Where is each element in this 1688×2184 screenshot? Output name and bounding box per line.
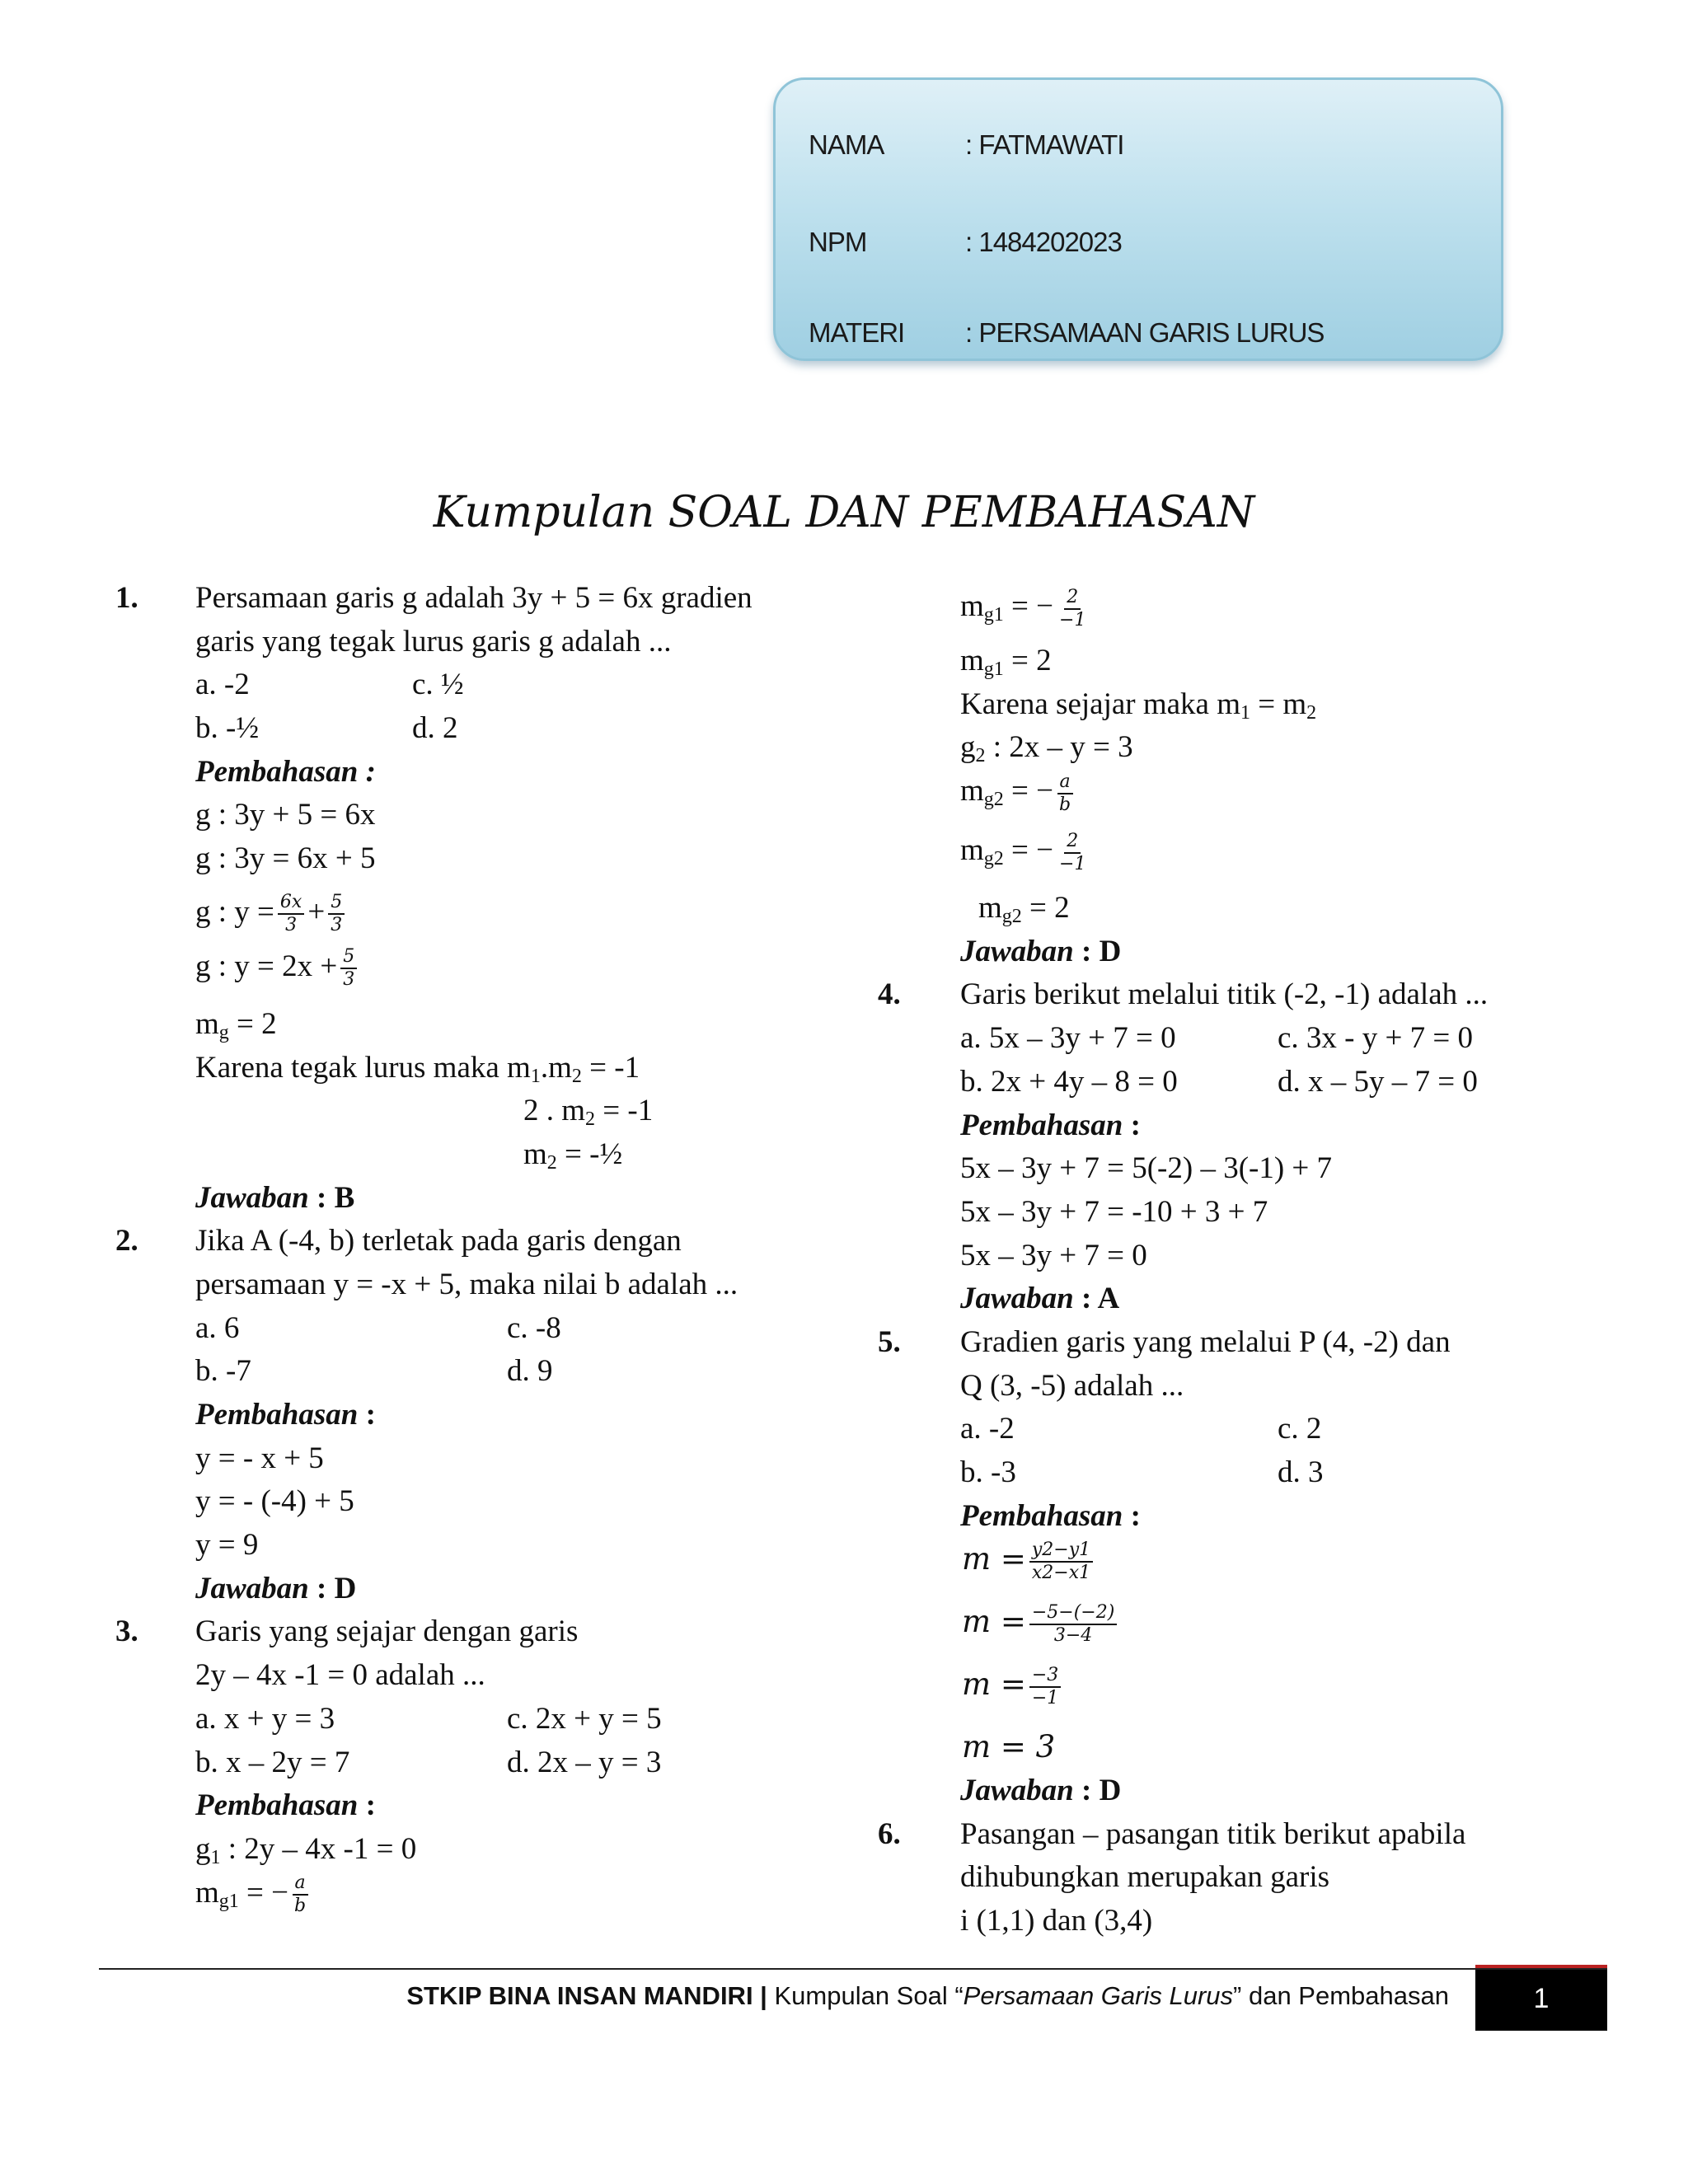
q3-option-c: c. 2x + y = 5 xyxy=(507,1701,662,1736)
name-row xyxy=(809,129,1123,161)
footer-divider xyxy=(99,1968,1607,1970)
q6-text-2: dihubungkan merupakan garis xyxy=(960,1860,1329,1895)
value: = 2 xyxy=(228,1006,277,1041)
denominator: −1 xyxy=(1059,853,1086,874)
q3-step-2-expr xyxy=(195,1872,312,1924)
numerator: −5−(−2) xyxy=(1029,1602,1117,1625)
denominator: −1 xyxy=(1059,609,1086,630)
q1-step-7 xyxy=(115,1090,808,1133)
jawaban-label: Jawaban xyxy=(960,934,1074,968)
q3-number: 3. xyxy=(115,1615,138,1649)
q2-step-2: y = - (-4) + 5 xyxy=(195,1484,354,1519)
denominator: b xyxy=(1059,794,1071,815)
text: 2 . m xyxy=(523,1094,586,1128)
q6-text-1: Pasangan – pasangan titik berikut apabila xyxy=(960,1816,1466,1851)
subscript: 1 xyxy=(210,1846,221,1868)
text: m xyxy=(978,891,1002,926)
q5-option-c: c. 2 xyxy=(1278,1412,1322,1446)
numerator: 5 xyxy=(328,892,345,915)
q4-option-b: b. 2x + 4y – 8 = 0 xyxy=(960,1064,1178,1099)
page-title: Kumpulan SOAL DAN PEMBAHASAN xyxy=(433,488,1255,537)
q2-answer xyxy=(195,1568,356,1611)
q3-cont-4 xyxy=(878,726,1545,770)
q1-step-3 xyxy=(115,881,808,945)
numerator: −3 xyxy=(1029,1665,1061,1688)
q2-line xyxy=(115,1220,808,1263)
text: m xyxy=(960,644,984,677)
q6-text-3: i (1,1) dan (3,4) xyxy=(960,1904,1153,1938)
jawaban-label: Jawaban xyxy=(960,1774,1074,1808)
q4-step-1: 5x – 3y + 7 = 5(-2) – 3(-1) + 7 xyxy=(960,1151,1333,1186)
jawaban-label: Jawaban xyxy=(960,1282,1074,1316)
q3-options-row xyxy=(115,1698,808,1741)
q1-options-row xyxy=(115,707,808,751)
subscript: 2 xyxy=(571,1065,582,1087)
q5-jawaban xyxy=(878,1769,1545,1813)
q3-step-2 xyxy=(115,1872,808,1915)
q1-step-4 xyxy=(115,945,808,1003)
q4-jawaban xyxy=(878,1277,1545,1321)
q3-option-d: d. 2x – y = 3 xyxy=(507,1745,662,1779)
q5-line xyxy=(878,1365,1545,1408)
subscript: 2 xyxy=(546,1151,557,1174)
q5-number: 5. xyxy=(878,1324,901,1359)
q2-option-b: b. -7 xyxy=(195,1354,251,1389)
subscript: g2 xyxy=(1001,906,1022,928)
q1-option-c: c. ½ xyxy=(412,668,464,702)
q2-jawaban xyxy=(115,1568,808,1611)
q5-step-3-expr xyxy=(962,1663,1064,1709)
value: = -½ xyxy=(556,1137,623,1171)
text: : 2y – 4x -1 = 0 xyxy=(220,1831,417,1866)
q2-step-3: y = 9 xyxy=(195,1528,259,1563)
text: = − xyxy=(1003,833,1054,868)
footer-separator: | xyxy=(753,1981,775,2010)
q4-number: 4. xyxy=(878,977,901,1012)
q3-text-1: Garis yang sejajar dengan garis xyxy=(195,1615,579,1649)
q1-step-1: g : 3y + 5 = 6x xyxy=(195,798,376,832)
q1-text-2: garis yang tegak lurus garis g adalah ... xyxy=(195,624,672,658)
q2-step-1: y = - x + 5 xyxy=(195,1441,324,1475)
q3-cont-5-expr xyxy=(960,770,1076,822)
subscript: g xyxy=(218,1021,229,1043)
q4-step xyxy=(878,1147,1545,1191)
q4-option-c: c. 3x - y + 7 = 0 xyxy=(1278,1021,1473,1056)
q1-step-2: g : 3y = 6x + 5 xyxy=(195,841,376,876)
text: = m xyxy=(1250,687,1307,721)
q1-step-3-expr xyxy=(195,891,348,937)
fraction xyxy=(1057,831,1088,875)
fraction xyxy=(1057,771,1073,816)
q4-option-d: d. x – 5y – 7 = 0 xyxy=(1278,1064,1478,1099)
q1-answer xyxy=(195,1177,354,1221)
q1-options-row xyxy=(115,663,808,707)
q3-option-b: b. x – 2y = 7 xyxy=(195,1745,350,1779)
q2-step xyxy=(115,1437,808,1481)
left-column xyxy=(115,577,808,1915)
q1-step-4-prefix: g : y = 2x + xyxy=(195,949,338,983)
q3-cont-3 xyxy=(878,683,1545,727)
q2-step xyxy=(115,1480,808,1524)
value: = 2 xyxy=(1003,644,1052,677)
subscript: 2 xyxy=(585,1108,596,1131)
q3-answer xyxy=(960,930,1121,974)
denominator: 3 xyxy=(331,915,343,936)
fraction xyxy=(340,946,357,991)
q4-options-row xyxy=(878,1017,1545,1061)
materi-value: : PERSAMAAN GARIS LURUS xyxy=(965,317,1325,348)
pembahasan: Pembahasan : xyxy=(195,1398,376,1432)
footer-post: ” dan Pembahasan xyxy=(1233,1981,1449,2010)
numerator: y2−y1 xyxy=(1029,1540,1093,1563)
q5-step-4 xyxy=(878,1726,1545,1769)
text: m xyxy=(523,1137,547,1171)
q5-answer xyxy=(960,1769,1121,1813)
q2-options-row xyxy=(115,1350,808,1394)
q4-text-1: Garis berikut melalui titik (-2, -1) adalah ... xyxy=(960,977,1489,1012)
text: m = xyxy=(962,1666,1026,1703)
q2-text-2: persamaan y = -x + 5, maka nilai b adalah ... xyxy=(195,1267,738,1301)
answer-value: : D xyxy=(308,1571,357,1605)
q3-cont-5 xyxy=(878,770,1545,829)
text: g xyxy=(960,730,976,765)
q3-line xyxy=(115,1610,808,1654)
answer-value: : A xyxy=(1073,1282,1120,1316)
q1-number: 1. xyxy=(115,581,138,615)
footer-text xyxy=(406,1981,1449,2011)
q3-option-a: a. x + y = 3 xyxy=(195,1701,335,1736)
subscript: 1 xyxy=(1240,701,1251,724)
numerator: a xyxy=(1057,771,1073,794)
q2-line xyxy=(115,1263,808,1307)
pembahasan-label: Pembahasan xyxy=(195,1398,359,1432)
plus-sign: + xyxy=(307,894,326,929)
denominator: 3 xyxy=(343,969,355,991)
q1-option-d: d. 2 xyxy=(412,711,458,746)
pembahasan: Pembahasan : xyxy=(960,1498,1141,1533)
q3-text-2: 2y – 4x -1 = 0 adalah ... xyxy=(195,1658,485,1693)
q3-cont-1-expr xyxy=(960,585,1091,637)
npm-label: NPM xyxy=(809,227,867,257)
q2-option-a: a. 6 xyxy=(195,1310,240,1345)
q3-pembahasan xyxy=(115,1784,808,1828)
subscript: 2 xyxy=(975,745,986,767)
q5-step-3 xyxy=(878,1663,1545,1726)
q2-text-1: Jika A (-4, b) terletak pada garis dengan xyxy=(195,1224,682,1258)
text: = − xyxy=(1003,589,1054,623)
footer-italic: Persamaan Garis Lurus xyxy=(963,1981,1234,2010)
q4-step xyxy=(878,1235,1545,1278)
text: .m xyxy=(540,1050,572,1085)
answer-value: : D xyxy=(1073,934,1122,968)
value: = -1 xyxy=(581,1050,640,1085)
q1-text-1: Persamaan garis g adalah 3y + 5 = 6x gradien xyxy=(195,581,753,615)
numerator: 6x xyxy=(278,892,304,915)
pembahasan-label: Pembahasan xyxy=(195,1788,359,1823)
q5-pembahasan xyxy=(878,1495,1545,1539)
text: m = xyxy=(962,1541,1026,1577)
q1-line xyxy=(115,577,808,621)
q6-line xyxy=(878,1856,1545,1900)
denominator: −1 xyxy=(1031,1687,1059,1708)
q1-option-b: b. -½ xyxy=(195,711,260,746)
numerator: 2 xyxy=(1064,831,1081,854)
text: = − xyxy=(1003,774,1054,808)
q4-line xyxy=(878,973,1545,1017)
fraction xyxy=(1029,1602,1117,1647)
pembahasan-label: Pembahasan xyxy=(960,1498,1123,1533)
subscript: g1 xyxy=(983,658,1004,680)
q2-pembahasan xyxy=(115,1394,808,1437)
q2-options-row xyxy=(115,1307,808,1351)
identity-box xyxy=(773,77,1503,361)
q5-step-1 xyxy=(878,1538,1545,1601)
q1-step-6 xyxy=(115,1047,808,1090)
fraction xyxy=(1029,1665,1061,1709)
answer-value: : B xyxy=(308,1180,355,1215)
q1-step-8 xyxy=(115,1133,808,1177)
q1-step-5 xyxy=(115,1003,808,1047)
text: m xyxy=(960,589,984,623)
q6-line xyxy=(878,1813,1545,1857)
q2-number: 2. xyxy=(115,1224,138,1258)
q4-step-3: 5x – 3y + 7 = 0 xyxy=(960,1238,1147,1272)
denominator: 3−4 xyxy=(1053,1624,1093,1646)
denominator: 3 xyxy=(285,915,298,936)
fraction xyxy=(1057,587,1088,631)
npm-row xyxy=(809,227,1122,258)
subscript: g1 xyxy=(218,1890,239,1912)
numerator: 5 xyxy=(340,946,357,969)
jawaban-label: Jawaban xyxy=(195,1180,309,1215)
q5-option-d: d. 3 xyxy=(1278,1455,1324,1489)
pembahasan-label: Pembahasan xyxy=(960,1108,1123,1142)
q1-step-3-prefix: g : y = xyxy=(195,894,274,929)
right-column xyxy=(878,585,1545,1943)
subscript: g2 xyxy=(983,789,1004,811)
name-label: NAMA xyxy=(809,129,884,160)
npm-value: : 1484202023 xyxy=(965,227,1122,257)
materi-label: MATERI xyxy=(809,317,905,348)
q3-cont-1 xyxy=(878,585,1545,640)
q5-step-4-expr: m = 3 xyxy=(962,1729,1056,1765)
fraction xyxy=(278,892,304,936)
pembahasan: Pembahasan : xyxy=(195,1788,376,1823)
q3-options-row xyxy=(115,1741,808,1785)
q6-number: 6. xyxy=(878,1816,901,1851)
q5-text-1: Gradien garis yang melalui P (4, -2) dan xyxy=(960,1324,1451,1359)
q5-option-a: a. -2 xyxy=(960,1412,1015,1446)
q1-step xyxy=(115,794,808,837)
text: = − xyxy=(238,1875,289,1910)
q1-line xyxy=(115,621,808,664)
subscript: 1 xyxy=(530,1065,541,1087)
q5-step-2-expr xyxy=(962,1601,1120,1647)
q2-step xyxy=(115,1524,808,1568)
numerator: a xyxy=(293,1872,308,1896)
q1-option-a: a. -2 xyxy=(195,668,250,702)
q3-step-1 xyxy=(115,1828,808,1872)
q2-option-d: d. 9 xyxy=(507,1354,553,1389)
q3-jawaban xyxy=(878,930,1545,974)
subscript: g1 xyxy=(983,604,1004,626)
q1-step-4-expr xyxy=(195,945,360,991)
q4-option-a: a. 5x – 3y + 7 = 0 xyxy=(960,1021,1176,1056)
q3-cont-6 xyxy=(878,829,1545,887)
text: m xyxy=(195,1875,219,1910)
denominator: b xyxy=(294,1896,307,1917)
m-symbol: m xyxy=(195,1006,219,1041)
value: = -1 xyxy=(595,1094,654,1128)
q3-line xyxy=(115,1654,808,1698)
page-number: 1 xyxy=(1475,1970,1607,2031)
q5-options-row xyxy=(878,1451,1545,1495)
text: m xyxy=(960,774,984,808)
materi-row xyxy=(809,317,1324,349)
q3-cont-2 xyxy=(878,640,1545,683)
pembahasan-label: Pembahasan : xyxy=(195,754,376,789)
subscript: g2 xyxy=(983,848,1004,870)
text: Karena tegak lurus maka m xyxy=(195,1050,531,1085)
q3-cont-7 xyxy=(878,887,1545,930)
q2-option-c: c. -8 xyxy=(507,1310,561,1345)
footer-pre: Kumpulan Soal “ xyxy=(774,1981,964,2010)
text: : 2x – y = 3 xyxy=(985,730,1133,765)
q5-step-1-expr xyxy=(962,1538,1096,1584)
q1-step xyxy=(115,837,808,881)
fraction xyxy=(292,1872,308,1917)
q6-line xyxy=(878,1900,1545,1943)
answer-value: : D xyxy=(1073,1774,1122,1808)
q4-answer xyxy=(960,1277,1119,1321)
pembahasan: Pembahasan : xyxy=(960,1108,1141,1142)
q4-pembahasan xyxy=(878,1104,1545,1148)
numerator: 2 xyxy=(1064,587,1081,610)
q4-options-row xyxy=(878,1061,1545,1104)
footer-institution: STKIP BINA INSAN MANDIRI xyxy=(406,1981,753,2010)
q1-jawaban xyxy=(115,1177,808,1221)
q3-cont-6-expr xyxy=(960,829,1091,881)
name-value: : FATMAWATI xyxy=(965,129,1124,160)
text: Karena sejajar maka m xyxy=(960,687,1241,721)
q5-line xyxy=(878,1321,1545,1365)
jawaban-label: Jawaban xyxy=(195,1571,309,1605)
value: = 2 xyxy=(1021,891,1070,926)
q1-pembahasan xyxy=(115,751,808,794)
fraction xyxy=(1029,1540,1093,1584)
denominator: x2−x1 xyxy=(1031,1562,1091,1583)
q5-text-2: Q (3, -5) adalah ... xyxy=(960,1368,1184,1403)
fraction xyxy=(328,892,345,936)
q5-step-2 xyxy=(878,1601,1545,1663)
q5-options-row xyxy=(878,1408,1545,1451)
text: g xyxy=(195,1831,211,1866)
q4-step xyxy=(878,1191,1545,1235)
subscript: 2 xyxy=(1306,701,1317,724)
text: m = xyxy=(962,1604,1026,1640)
footer-accent xyxy=(1475,1965,1607,1968)
q4-step-2: 5x – 3y + 7 = -10 + 3 + 7 xyxy=(960,1194,1268,1229)
text: m xyxy=(960,833,984,868)
q5-option-b: b. -3 xyxy=(960,1455,1016,1489)
